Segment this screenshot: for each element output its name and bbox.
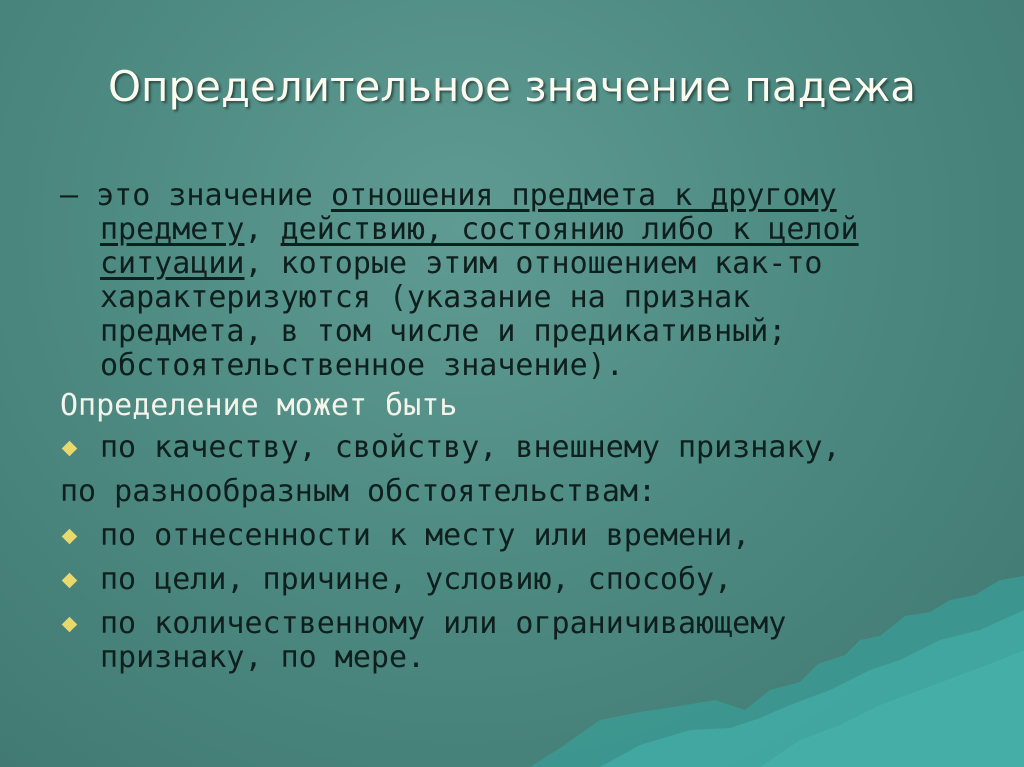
bullet-item-2-text: по отнесенности к месту или времени,: [100, 518, 751, 553]
bullet-item-2: [60, 519, 960, 553]
definition-line-3-rest: , которые этим отношением как-то: [244, 246, 823, 281]
slide-title: Определительное значение падежа: [107, 62, 917, 111]
bullet-item-4-text-line-1: по количественному или ограничивающему: [100, 606, 787, 641]
diamond-bullet-icon: [62, 617, 78, 633]
bullet-item-4-continuation: признаку, по мере.: [100, 640, 426, 675]
definition-line-4: характеризуются (указание на признак: [100, 280, 751, 315]
diamond-bullet-icon: [62, 529, 78, 545]
definition-underlined-3: действию, состоянию либо к целой: [280, 212, 859, 247]
definition-line-2: [60, 213, 960, 247]
definition-line-5: предмета, в том числе и предикативный;: [100, 314, 787, 349]
definition-underlined-2: предмету: [100, 212, 245, 247]
definition-line-3: [60, 247, 960, 281]
diamond-bullet-icon: [62, 441, 78, 457]
may-be-heading: Определение может быть: [60, 388, 458, 423]
bullet-item-4: [60, 607, 960, 641]
definition-line-1: [60, 179, 960, 213]
definition-underlined-1: отношения предмета к другому: [330, 178, 837, 213]
bullet-item-1: [60, 431, 960, 465]
circumstances-heading: по разнообразным обстоятельствам:: [60, 474, 657, 509]
diamond-bullet-icon: [62, 573, 78, 589]
definition-dash: – это значение: [60, 178, 331, 213]
slide-body: [60, 179, 960, 675]
bullet-item-3-text: по цели, причине, условию, способу,: [100, 562, 733, 597]
bullet-item-1-text: по качеству, свойству, внешнему признаку,: [100, 430, 841, 465]
definition-separator: ,: [244, 212, 281, 247]
definition-underlined-4: ситуации: [100, 246, 245, 281]
definition-line-6: обстоятельственное значение).: [100, 348, 624, 383]
bullet-item-3: [60, 563, 960, 597]
